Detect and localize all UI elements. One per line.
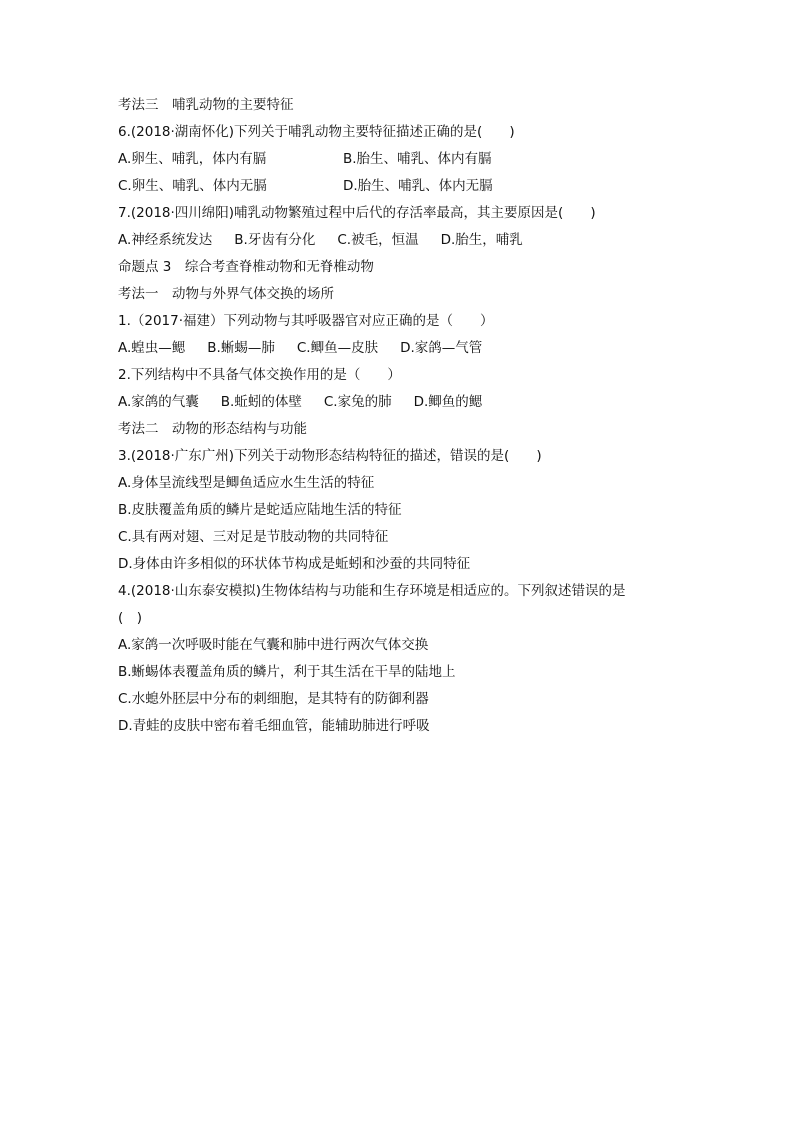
question-3-option-b: B.皮肤覆盖角质的鳞片是蛇适应陆地生活的特征 xyxy=(118,502,402,518)
question-6-option-d: D.胎生、哺乳、体内无膈 xyxy=(343,178,493,194)
question-3-stem: 3.(2018·广东广州)下列关于动物形态结构特征的描述，错误的是( ) xyxy=(118,448,542,464)
question-1-option-b: B.蜥蜴—肺 xyxy=(207,340,275,356)
question-4-option-c: C.水螅外胚层中分布的刺细胞，是其特有的防御利器 xyxy=(118,691,429,707)
question-1-option-d: D.家鸽—气管 xyxy=(400,340,483,356)
question-4-stem: 4.(2018·山东泰安模拟)生物体结构与功能和生存环境是相适应的。下列叙述错误的是 xyxy=(118,583,626,599)
question-6-options-row-2 xyxy=(118,173,678,200)
question-4-option-a: A.家鸽一次呼吸时能在气囊和肺中进行两次气体交换 xyxy=(118,637,429,653)
question-7-option-d: D.胎生，哺乳 xyxy=(440,232,523,248)
question-7-option-c: C.被毛，恒温 xyxy=(337,232,419,248)
question-7-option-a: A.神经系统发达 xyxy=(118,232,213,248)
question-6-option-a: A.卵生、哺乳，体内有膈 xyxy=(118,151,267,167)
question-6-option-c: C.卵生、哺乳、体内无膈 xyxy=(118,178,267,194)
question-4-option-d: D.青蛙的皮肤中密布着毛细血管，能辅助肺进行呼吸 xyxy=(118,718,430,734)
question-1-stem: 1.（2017·福建）下列动物与其呼吸器官对应正确的是（ ） xyxy=(118,313,494,329)
question-1-options xyxy=(118,335,678,362)
question-3-option-a: A.身体呈流线型是鲫鱼适应水生生活的特征 xyxy=(118,475,375,491)
question-3-option-d: D.身体由许多相似的环状体节构成是蚯蚓和沙蚕的共同特征 xyxy=(118,556,471,572)
question-2-option-d: D.鲫鱼的鳃 xyxy=(413,394,483,410)
question-2-option-c: C.家兔的肺 xyxy=(323,394,392,410)
question-7-option-b: B.牙齿有分化 xyxy=(234,232,316,248)
question-7-stem: 7.(2018·四川绵阳)哺乳动物繁殖过程中后代的存活率最高，其主要原因是( ) xyxy=(118,205,596,221)
question-6-option-b: B.胎生、哺乳、体内有膈 xyxy=(343,151,492,167)
question-6-options-row-1 xyxy=(118,146,678,173)
question-6-stem: 6.(2018·湖南怀化)下列关于哺乳动物主要特征描述正确的是( ) xyxy=(118,124,515,140)
question-2-option-a: A.家鸽的气囊 xyxy=(118,394,199,410)
topic-heading: 命题点 3 综合考查脊椎动物和无脊椎动物 xyxy=(118,259,374,275)
method-2-heading: 考法二 动物的形态结构与功能 xyxy=(118,421,307,437)
question-3-option-c: C.具有两对翅、三对足是节肢动物的共同特征 xyxy=(118,529,389,545)
section-heading-mammal-features: 考法三 哺乳动物的主要特征 xyxy=(118,97,294,113)
question-4-option-b: B.蜥蜴体表覆盖角质的鳞片，利于其生活在干旱的陆地上 xyxy=(118,664,456,680)
question-4-answer-paren: ( ) xyxy=(118,610,143,626)
question-1-option-c: C.鲫鱼—皮肤 xyxy=(296,340,379,356)
question-2-options xyxy=(118,389,678,416)
document-page xyxy=(118,92,678,740)
method-1-heading: 考法一 动物与外界气体交换的场所 xyxy=(118,286,334,302)
question-1-option-a: A.蝗虫—鳃 xyxy=(118,340,186,356)
question-7-options xyxy=(118,227,678,254)
question-2-option-b: B.蚯蚓的体壁 xyxy=(220,394,302,410)
question-2-stem: 2.下列结构中不具备气体交换作用的是（ ） xyxy=(118,367,401,383)
